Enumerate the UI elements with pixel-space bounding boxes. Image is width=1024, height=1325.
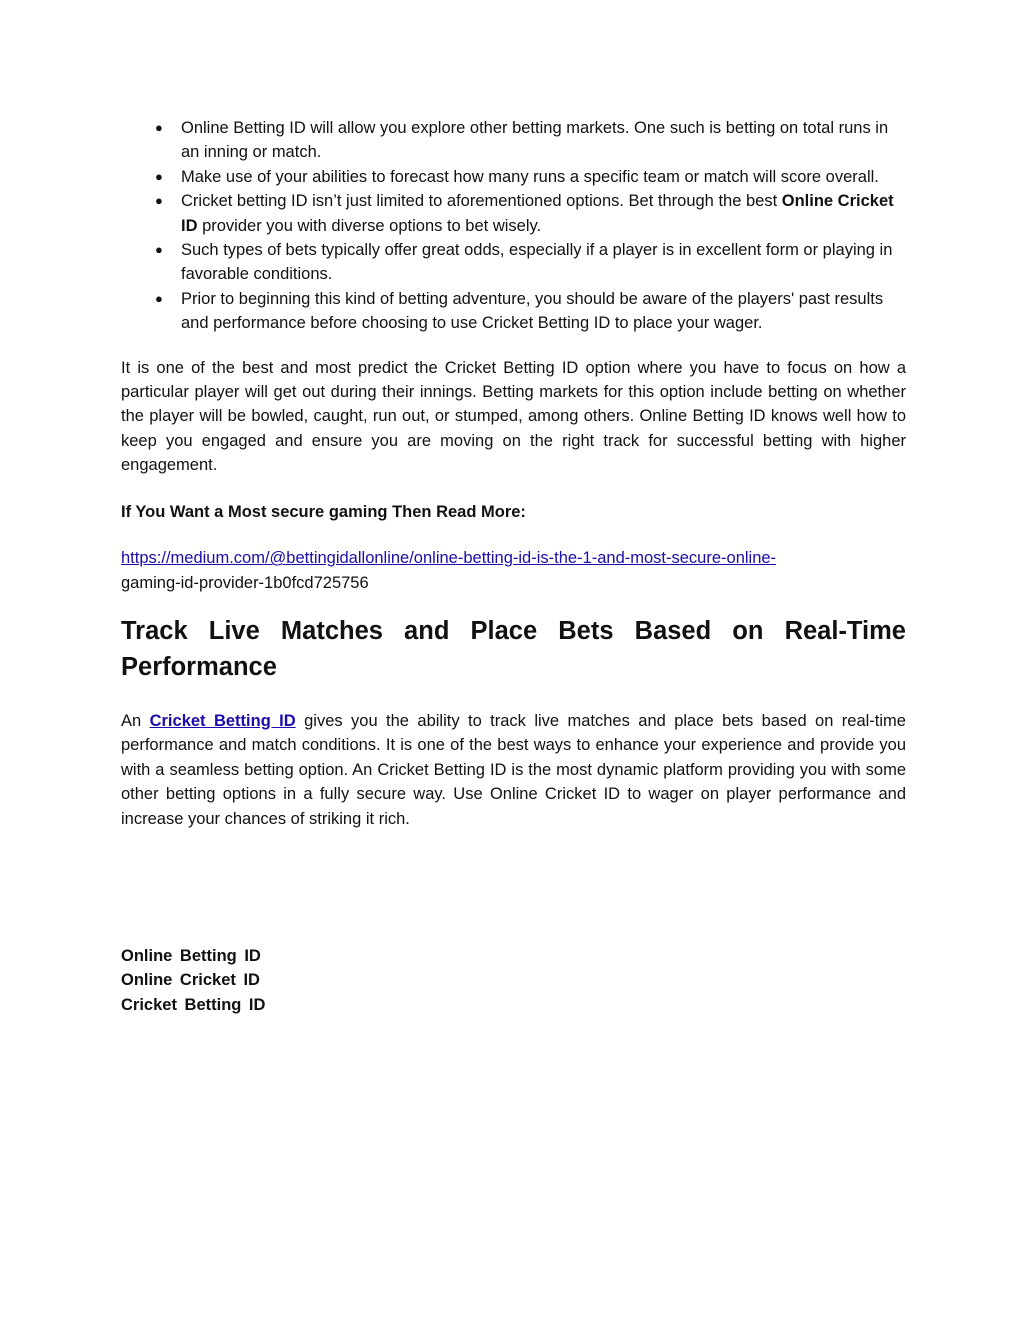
list-item-bold-keyword: Online Cricket ID	[181, 192, 894, 235]
list-item-text: Make use of your abilities to forecast how many runs a specific team or match will score overall.	[181, 167, 879, 186]
bullet-dot-icon: ●	[155, 193, 163, 209]
keyword-online-cricket-id: Online Cricket ID	[121, 971, 260, 990]
list-item	[121, 116, 906, 165]
list-item-text-pre: Cricket betting ID isn’t just limited to aforementioned options. Bet through the best	[181, 192, 782, 211]
list-item-text-post: provider you with diverse options to bet wisely.	[197, 216, 542, 235]
list-item	[121, 165, 906, 189]
medium-article-link-continuation: gaming-id-provider-1b0fcd725756	[121, 573, 369, 592]
bullet-dot-icon: ●	[155, 168, 163, 184]
paragraph-text-pre: An	[121, 711, 150, 730]
list-item	[121, 238, 906, 287]
cricket-betting-id-link[interactable]: Cricket Betting ID	[149, 711, 296, 730]
bullet-list	[121, 116, 906, 336]
read-more-heading: If You Want a Most secure gaming Then Read More:	[121, 502, 526, 521]
read-more-link-block	[121, 546, 906, 595]
list-item	[121, 287, 906, 336]
paragraph-live-matches	[121, 709, 906, 831]
bullet-dot-icon: ●	[155, 242, 163, 258]
list-item-text: Prior to beginning this kind of betting adventure, you should be aware of the players' past results and performance before choosing to use Cricket Betting ID to place your wager.	[181, 289, 884, 333]
bullet-dot-icon: ●	[155, 290, 163, 306]
keyword-online-betting-id: Online Betting ID	[121, 946, 261, 965]
paragraph-player-dismissal: It is one of the best and most predict the Cricket Betting ID option where you have to focus on how a particular player will get out during their innings. Betting markets for this option include betting on whether the player will be bowled, caught, run out, or stumped, among others. Online Betting ID knows well how to keep you engaged and ensure you are moving on the right track for successful betting with higher engagement.	[121, 358, 906, 475]
section-title: Track Live Matches and Place Bets Based on Real-Time Performance	[121, 616, 906, 681]
document-content	[121, 116, 906, 1017]
paragraph-text-post: gives you the ability to track live matches and place bets based on real-time performance and match conditions. It is one of the best ways to enhance your experience and provide you with a seamless betting option. An Cricket Betting ID is the most dynamic platform providing you with some other betting options in a fully secure way. Use Online Cricket ID to wager on player performance and increase your chances of striking it rich.	[121, 711, 906, 828]
list-item	[121, 189, 906, 238]
keyword-list	[121, 944, 906, 1017]
list-item-text: Online Betting ID will allow you explore other betting markets. One such is betting on total runs in an inning or match.	[181, 119, 889, 162]
medium-article-link[interactable]: https://medium.com/@bettingidallonline/online-betting-id-is-the-1-and-most-secure-online-	[121, 549, 777, 568]
list-item-text: Such types of bets typically offer great odds, especially if a player is in excellent form or playing in favorable conditions.	[181, 241, 893, 284]
keyword-cricket-betting-id: Cricket Betting ID	[121, 995, 266, 1014]
bullet-dot-icon: ●	[155, 120, 163, 135]
